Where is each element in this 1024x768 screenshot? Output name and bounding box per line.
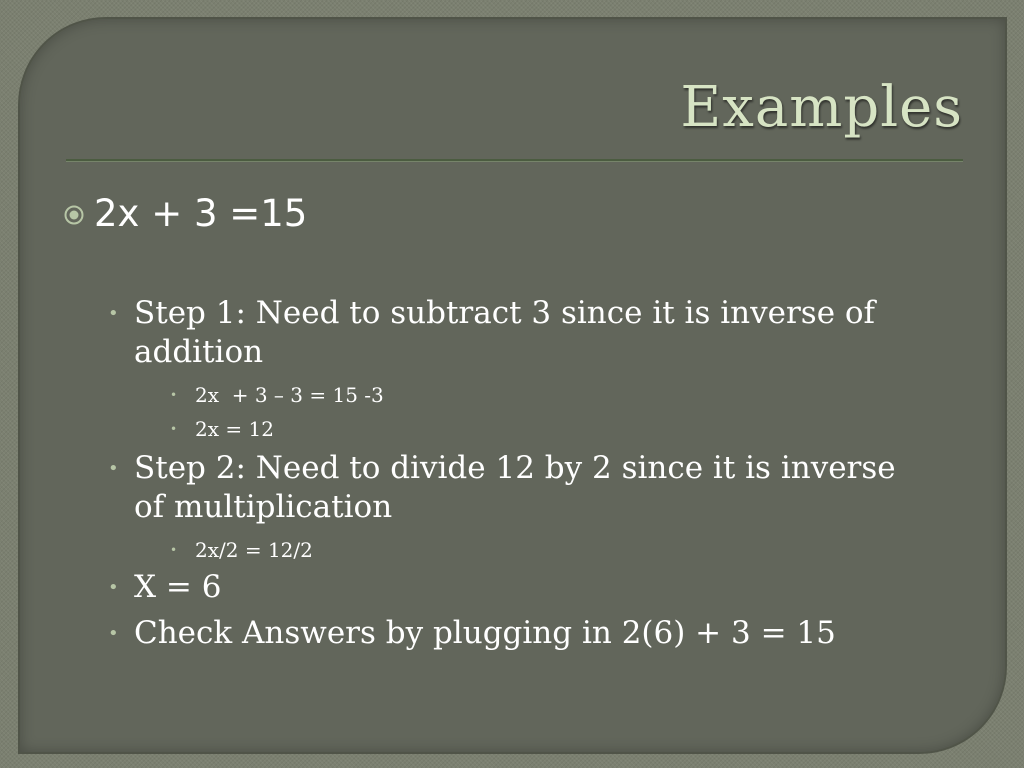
- bullet-text: Step 1: Need to subtract 3 since it is inverse of addition: [134, 295, 876, 370]
- bullet-step-2: [108, 449, 928, 527]
- sub-bullet-text: 2x/2 = 12/2: [195, 538, 313, 562]
- sub-bullet-step-1b: [170, 417, 274, 441]
- sub-bullet-dot-icon: •: [170, 543, 178, 557]
- sub-bullet-text: 2x + 3 – 3 = 15 -3: [195, 383, 384, 407]
- bullet-text: Check Answers by plugging in 2(6) + 3 = 15: [134, 615, 836, 651]
- main-bullet-text: 2x + 3 =15: [94, 192, 308, 235]
- bullet-step-1: [108, 294, 928, 372]
- bullet-check: [108, 614, 928, 653]
- sub-bullet-text: 2x = 12: [195, 417, 274, 441]
- main-bullet: [63, 192, 307, 235]
- bullet-dot-icon: •: [108, 303, 119, 324]
- sub-bullet-dot-icon: •: [170, 422, 178, 436]
- bullet-dot-icon: •: [108, 458, 119, 479]
- sub-bullet-step-2a: [170, 538, 313, 562]
- bullet-result: [108, 568, 928, 607]
- sub-bullet-step-1a: [170, 383, 384, 407]
- bullet-text: X = 6: [134, 569, 222, 605]
- target-bullet-icon: [63, 204, 85, 226]
- slide-title: Examples: [680, 75, 963, 140]
- bullet-dot-icon: •: [108, 623, 119, 644]
- bullet-dot-icon: •: [108, 577, 119, 598]
- bullet-text: Step 2: Need to divide 12 by 2 since it is inverse of multiplication: [134, 450, 896, 525]
- sub-bullet-dot-icon: •: [170, 388, 178, 402]
